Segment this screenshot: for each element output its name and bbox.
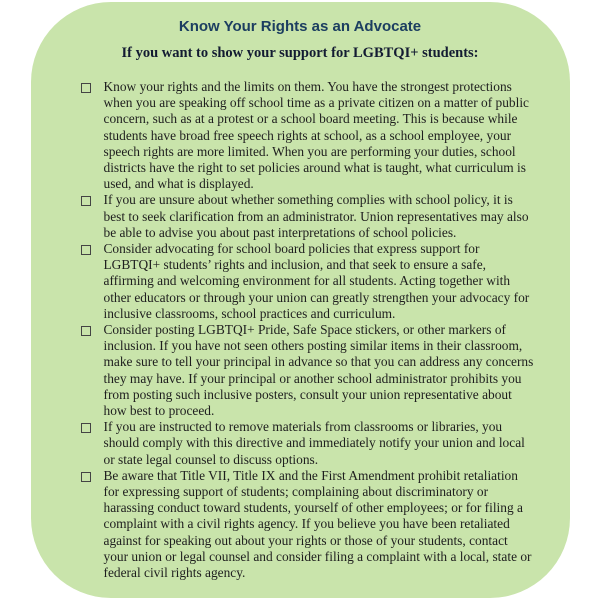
card-subtitle: If you want to show your support for LGBTQI+ students: bbox=[121, 45, 479, 61]
checkbox-bullet-icon bbox=[81, 326, 91, 336]
list-item bbox=[81, 192, 534, 241]
checkbox-bullet-icon bbox=[81, 423, 91, 433]
rights-card bbox=[31, 2, 570, 598]
list-item-text: If you are unsure about whether something complies with school policy, it is best to seek clarification from an administrator. Union representatives may also be able to advise you about past interpretations of school policies. bbox=[103, 192, 529, 240]
card-title: Know Your Rights as an Advocate bbox=[178, 18, 422, 35]
checkbox-bullet-icon bbox=[81, 472, 91, 482]
list-item-text: If you are instructed to remove materials from classrooms or libraries, you should comply with this directive and immediately notify your union and local or state legal counsel to discuss options. bbox=[103, 419, 525, 467]
list-item bbox=[81, 79, 534, 192]
list-item bbox=[81, 419, 534, 468]
list-item bbox=[81, 322, 534, 419]
list-item-text: Know your rights and the limits on them. You have the strongest protections when you are speaking off school time as a private citizen on a matter of public concern, such as at a protest or a school board meeting. This is because while students have broad free speech rights at school, as a school employee, your speech rights are more limited. When you are performing your duties, school districts have the right to set policies around what is taught, what curriculum is used, and what is displayed. bbox=[103, 79, 530, 192]
list-item-text: Be aware that Title VII, Title IX and the First Amendment prohibit retaliation for expressing support of students; complaining about discriminatory or harassing conduct toward students, yourself of other employees; or for filing a complaint with a civil rights agency. If you believe you have been retaliated against for speaking out about your rights or those of your students, contact your union or legal counsel and consider filing a complaint with a local, state or federal civil rights agency. bbox=[103, 467, 532, 581]
advice-list bbox=[31, 79, 570, 581]
checkbox-bullet-icon bbox=[81, 83, 91, 93]
checkbox-bullet-icon bbox=[81, 245, 91, 255]
list-item-text: Consider posting LGBTQI+ Pride, Safe Space stickers, or other markers of inclusion. If you have not seen others posting similar items in their classroom, make sure to tell your principal in advance so that you can address any concerns they may have. If your principal or another school administrator prohibits you from posting such inclusive posters, consult your union representative about how best to proceed. bbox=[103, 322, 534, 419]
list-item bbox=[81, 468, 534, 581]
list-item-text: Consider advocating for school board policies that express support for LGBTQI+ students’ rights and inclusion, and that seek to ensure a safe, affirming and welcoming environment for all students. Acting together with other educators or through your union can greatly strengthen your advocacy for inclusive classrooms, school practices and curriculum. bbox=[103, 241, 530, 321]
checkbox-bullet-icon bbox=[81, 196, 91, 206]
list-item bbox=[81, 241, 534, 322]
